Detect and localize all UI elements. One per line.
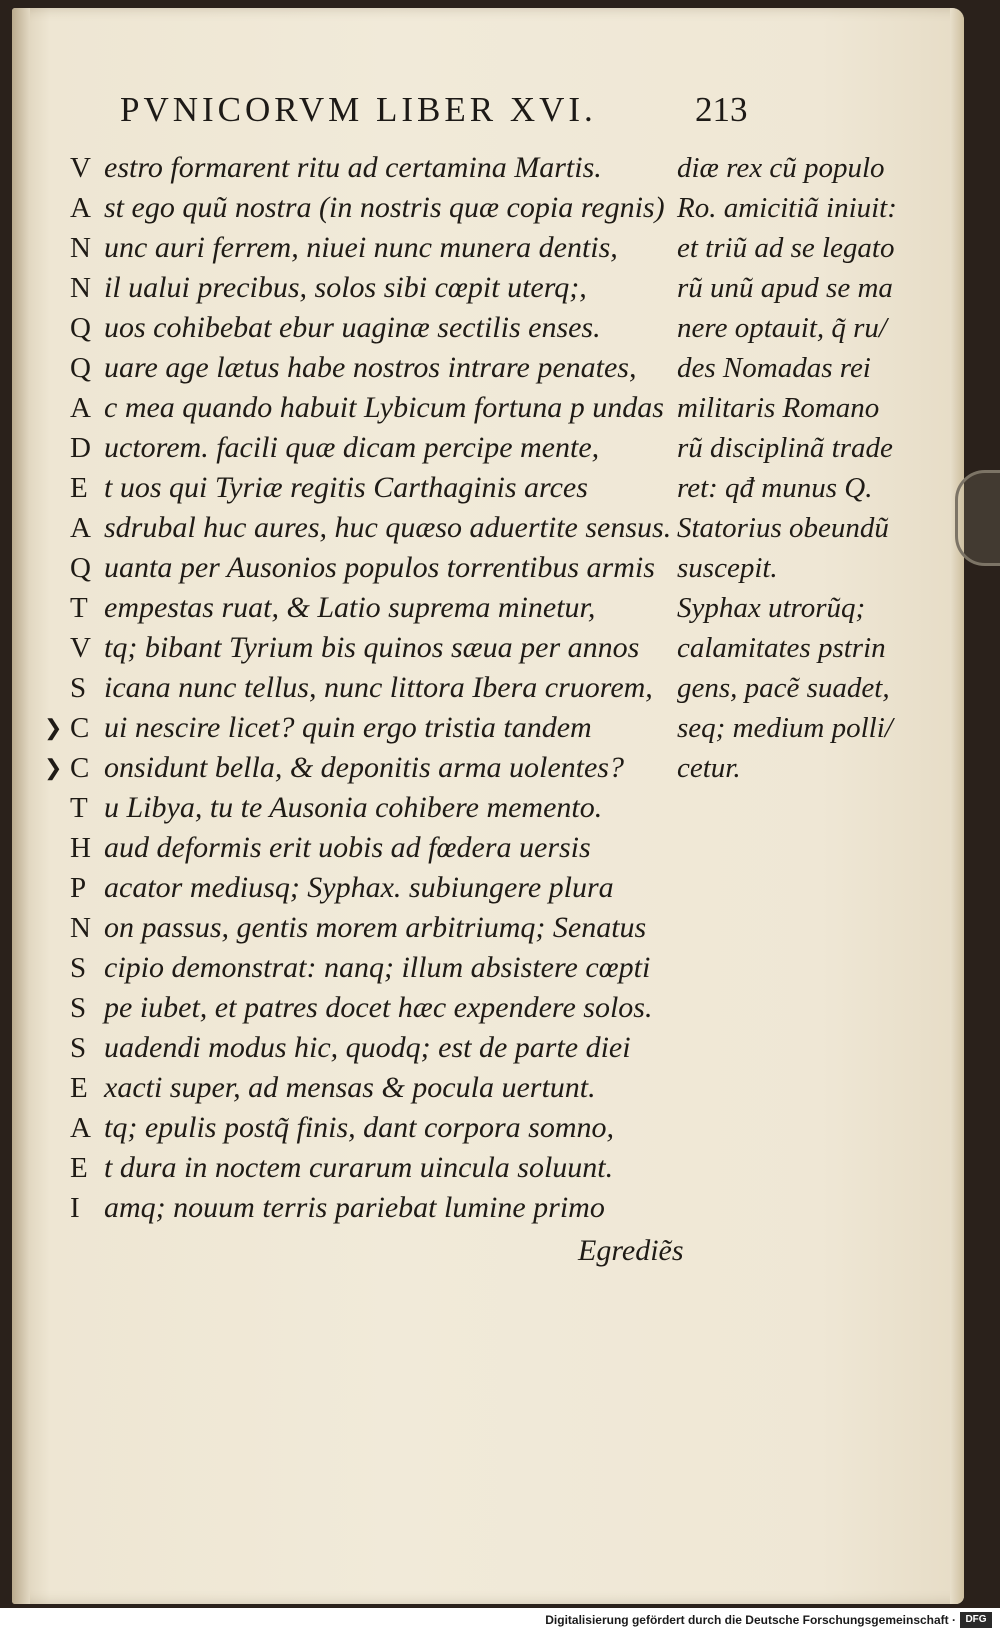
verse-initial: S [70, 992, 87, 1024]
verse-text: uctorem. facili quæ dicam percipe mente, [104, 431, 600, 464]
verse-initial: I [70, 1192, 80, 1224]
verse-line [52, 1028, 692, 1068]
verse-line [52, 188, 692, 228]
verse-initial: E [70, 472, 88, 504]
verse-initial: D [70, 432, 91, 464]
verse-text: estro formarent ritu ad certamina Martis. [104, 151, 602, 184]
verse-text: il ualui precibus, solos sibi cœpit uterq;, [104, 271, 587, 304]
verse-initial: Q [70, 312, 91, 344]
verse-text: uadendi modus hic, quodq; est de parte diei [104, 1031, 631, 1064]
verse-line [52, 228, 692, 268]
verse-initial: T [70, 592, 88, 624]
page-header [120, 90, 760, 140]
verse-line [52, 588, 692, 628]
verse-initial: Q [70, 352, 91, 384]
verse-initial: T [70, 792, 88, 824]
verse-text: tq; bibant Tyrium bis quinos sæua per annos [104, 631, 640, 664]
margin-note-line: Statorius obeundũ [677, 512, 889, 544]
verse-line [52, 668, 692, 708]
margin-note-line: calamitates pstrin [677, 632, 886, 664]
verse-initial: S [70, 672, 87, 704]
verse-line [52, 788, 692, 828]
verse-line [52, 988, 692, 1028]
page-fore-edge [950, 8, 964, 1604]
verse-initial: S [70, 1032, 87, 1064]
verse-initial: Q [70, 552, 91, 584]
verse-text: onsidunt bella, & deponitis arma uolentes? [104, 751, 624, 784]
verse-initial: H [70, 832, 91, 864]
verse-line [52, 908, 692, 948]
verse-line [52, 148, 692, 188]
verse-line [52, 1188, 692, 1228]
verse-line [52, 308, 692, 348]
verse-text: u Libya, tu te Ausonia cohibere memento. [104, 791, 603, 824]
verse-line [52, 628, 692, 668]
margin-note-line: Ro. amicitiã iniuit: [677, 192, 897, 224]
margin-note [677, 148, 937, 788]
verse-initial: E [70, 1152, 88, 1184]
verse-initial: S [70, 952, 87, 984]
margin-note-line: rũ unũ apud se ma [677, 272, 893, 304]
margin-note-line: ret: qđ munus Q. [677, 472, 873, 504]
verse-initial: A [70, 192, 91, 224]
verse-text: tq; epulis postq̃ finis, dant corpora somno, [104, 1111, 615, 1144]
verse-line [52, 1148, 692, 1188]
verse-text: t dura in noctem curarum uincula soluunt. [104, 1151, 614, 1184]
verse-text: cipio demonstrat: nanq; illum absistere cœpti [104, 951, 651, 984]
verse-text: unc auri ferrem, niuei nunc munera dentis, [104, 231, 618, 264]
verse-initial: A [70, 1112, 91, 1144]
digitization-footer [0, 1608, 1000, 1634]
verse-text: acator mediusq; Syphax. subiungere plura [104, 871, 614, 904]
verse-initial: N [70, 912, 91, 944]
verse-text: empestas ruat, & Latio suprema minetur, [104, 591, 596, 624]
verse-initial: N [70, 272, 91, 304]
verse-initial: C [70, 712, 90, 744]
margin-note-line: et triũ ad se legato [677, 232, 895, 264]
verse-line [44, 708, 692, 748]
running-title: PVNICORVM LIBER XVI. [120, 90, 597, 129]
verse-initial: E [70, 1072, 88, 1104]
verse-line [52, 868, 692, 908]
verse-initial: P [70, 872, 87, 904]
verse-block [44, 148, 692, 1228]
verse-line [52, 508, 692, 548]
book-clasp [955, 470, 1000, 566]
verse-initial: V [70, 632, 91, 664]
margin-note-line: rũ disciplinã trade [677, 432, 893, 464]
verse-line [52, 428, 692, 468]
margin-note-line: militaris Romano [677, 392, 880, 424]
verse-text: amq; nouum terris pariebat lumine primo [104, 1191, 605, 1224]
margin-note-line: diæ rex cũ populo [677, 152, 885, 184]
dfg-logo: DFG [960, 1612, 992, 1628]
verse-text: ui nescire licet? quin ergo tristia tandem [104, 711, 592, 744]
verse-text: uare age lætus habe nostros intrare penates, [104, 351, 637, 384]
verse-text: sdrubal huc aures, huc quæso aduertite sensus. [104, 511, 672, 544]
margin-note-line: nere optauit, q̃ ru/ [677, 312, 887, 344]
verse-text: xacti super, ad mensas & pocula uertunt. [104, 1071, 596, 1104]
verse-text: t uos qui Tyriæ regitis Carthaginis arces [104, 471, 588, 504]
verse-initial: V [70, 152, 91, 184]
verse-line [44, 748, 692, 788]
funding-credit: Digitalisierung gefördert durch die Deutsche Forschungsgemeinschaft · [545, 1613, 956, 1627]
verse-initial: N [70, 232, 91, 264]
verse-line [52, 268, 692, 308]
verse-text: icana nunc tellus, nunc littora Ibera cruorem, [104, 671, 653, 704]
verse-initial: A [70, 392, 91, 424]
verse-line [52, 1108, 692, 1148]
folio-number: 213 [695, 90, 748, 129]
catchword: Egrediẽs [578, 1234, 684, 1267]
margin-note-line: des Nomadas rei [677, 352, 871, 384]
verse-line [52, 388, 692, 428]
verse-line [52, 348, 692, 388]
verse-line [52, 828, 692, 868]
verse-text: aud deformis erit uobis ad fœdera uersis [104, 831, 591, 864]
margin-note-line: seq; medium polli/ [677, 712, 893, 744]
margin-note-line: suscepit. [677, 552, 778, 584]
verse-text: st ego quũ nostra (in nostris quæ copia regnis) [104, 191, 665, 224]
margin-note-line: cetur. [677, 752, 741, 784]
verse-initial: A [70, 512, 91, 544]
margin-note-line: Syphax utrorũq; [677, 592, 866, 624]
book-page [12, 8, 964, 1604]
margin-note-line: gens, pacẽ suadet, [677, 672, 890, 704]
verse-text: on passus, gentis morem arbitriumq; Senatus [104, 911, 647, 944]
verse-text: c mea quando habuit Lybicum fortuna p undas [104, 391, 664, 424]
verse-line [52, 548, 692, 588]
verse-text: uanta per Ausonios populos torrentibus armis [104, 551, 655, 584]
verse-text: pe iubet, et patres docet hæc expendere solos. [104, 991, 653, 1024]
verse-text: uos cohibebat ebur uaginæ sectilis enses. [104, 311, 601, 344]
verse-line [52, 1068, 692, 1108]
verse-initial: C [70, 752, 90, 784]
verse-line [52, 948, 692, 988]
verse-marker: ❯ [44, 715, 63, 740]
verse-marker: ❯ [44, 755, 63, 780]
verse-line [52, 468, 692, 508]
page-gutter [12, 8, 30, 1604]
